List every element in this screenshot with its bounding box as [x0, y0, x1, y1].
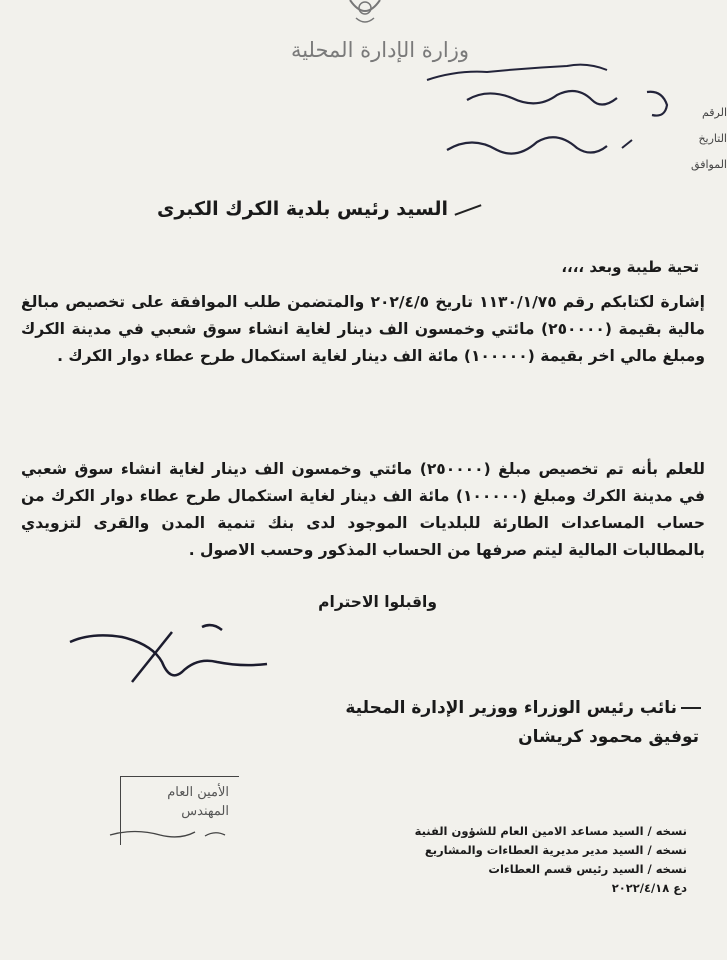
signer-name: توفيق محمود كريشان [518, 727, 699, 747]
copy-line: نسخه / السيد رئيس قسم العطاءات [488, 862, 687, 876]
ministry-name: وزارة الإدارة المحلية [290, 38, 469, 62]
addressee-dash [455, 204, 482, 215]
corresponding-label: الموافق [691, 158, 727, 171]
stamp-line-1: الأمين العام [167, 785, 229, 800]
handwritten-reference-signature [417, 60, 677, 180]
signer-title [345, 698, 701, 718]
signer-dash [681, 707, 701, 709]
greeting: تحية طيبة وبعد ،،،، [561, 258, 699, 276]
emblem-icon [330, 0, 400, 30]
stamp-signature [90, 780, 235, 848]
addressee [157, 198, 482, 220]
body-paragraph-1: إشارة لكتابكم رقم ١١٣٠/١/٧٥ تاريخ ٢٠٢/٤/٥ والمتضمن طلب الموافقة على تخصيص مبالغ مالية بقيمة (٢٥٠٠٠٠) مائتي وخمسون الف دينار لغاية انشاء سوق شعبي في مدينة الكرك ومبلغ مالي اخر بقيمة (١٠٠٠٠٠) مائة الف دينار لغاية استكمال طرح عطاء دوار الكرك . [21, 293, 706, 365]
signer-title-text: نائب رئيس الوزراء ووزير الإدارة المحلية [345, 698, 677, 718]
date-label: التاريخ [698, 132, 727, 145]
reference-date: دع ٢٠٢٢/٤/١٨ [611, 881, 687, 895]
ref-label: الرقم [701, 106, 727, 119]
closing: واقبلوا الاحترام [318, 593, 437, 611]
body-paragraph-2: للعلم بأنه تم تخصيص مبلغ (٢٥٠٠٠٠) مائتي وخمسون الف دينار لغاية انشاء سوق شعبي في مدينة الكرك ومبلغ (١٠٠٠٠٠) مائة الف دينار لغاية استكمال طرح عطاء دوار الكرك من حساب المساعدات الطارئة للبلديات الموجود لدى بنك تنمية المدن والقرى لتزويدي بالمطالبات المالية ليتم صرفها من الحساب المذكور وحسب الاصول . [21, 460, 706, 559]
copy-line: نسخه / السيد مدير مديرية العطاءات والمشاريع [424, 843, 687, 857]
stamp-line-2: المهندس [181, 804, 229, 819]
addressee-text: السيد رئيس بلدية الكرك الكبرى [157, 198, 448, 220]
copy-line: نسخه / السيد مساعد الامين العام للشؤون الفنية [414, 824, 687, 838]
handwritten-signature [62, 612, 272, 702]
